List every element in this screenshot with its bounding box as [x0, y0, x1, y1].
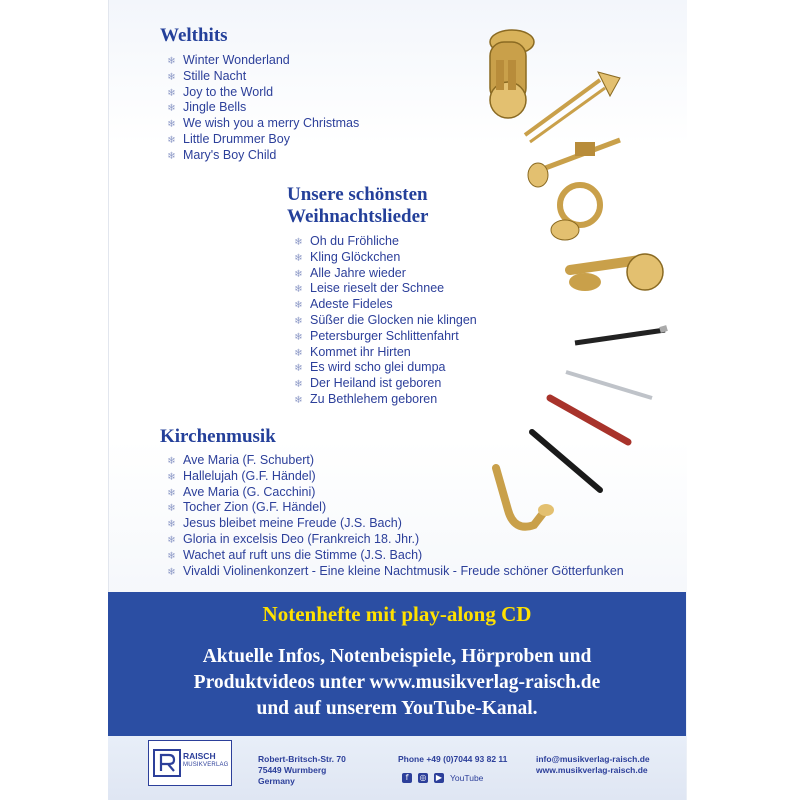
list-item-label: Zu Bethlehem geboren	[310, 391, 438, 406]
footer	[108, 736, 686, 800]
snowflake-icon: ❄	[294, 394, 303, 406]
recorder-icon	[550, 398, 628, 442]
list-item	[293, 281, 477, 297]
snowflake-icon: ❄	[167, 71, 176, 83]
logo-subtitle: MUSIKVERLAG	[183, 762, 229, 768]
snowflake-icon: ❄	[167, 503, 176, 515]
snowflake-icon: ❄	[294, 237, 303, 248]
website-link[interactable]: www.musikverlag-raisch.de	[536, 765, 648, 775]
publisher-logo	[148, 740, 232, 786]
list-item	[293, 345, 477, 361]
snowflake-icon: ❄	[294, 284, 303, 296]
list-item-label: Winter Wonderland	[183, 53, 290, 67]
list-item	[166, 116, 359, 132]
list-item-label: Es wird scho glei dumpa	[310, 360, 446, 375]
snowflake-icon: ❄	[167, 534, 176, 546]
list-item-label: We wish you a merry Christmas	[183, 116, 360, 131]
list-item	[293, 392, 477, 408]
list-item-label: Vivaldi Violinenkonzert - Eine kleine Nachtmusik - Freude schöner Götterfunken	[183, 563, 624, 578]
snowflake-icon: ❄	[167, 456, 176, 467]
snowflake-icon: ❄	[294, 300, 303, 312]
phone-number: Phone +49 (0)7044 93 82 11	[398, 754, 508, 764]
list-item-label: Adeste Fideles	[310, 297, 393, 312]
list-item	[166, 148, 359, 164]
list-item-label: Ave Maria (G. Cacchini)	[183, 484, 316, 499]
snowflake-icon: ❄	[167, 134, 176, 146]
list-item-label: Oh du Fröhliche	[310, 234, 399, 248]
list-item-label: Süßer die Glocken nie klingen	[310, 312, 477, 327]
info-band	[108, 592, 686, 736]
instruments-illustration	[470, 20, 680, 550]
list-item-label: Petersburger Schlittenfahrt	[310, 328, 459, 343]
saxophone-icon	[496, 468, 554, 527]
snowflake-icon: ❄	[167, 87, 176, 99]
list-item-label: Kling Glöckchen	[310, 249, 401, 264]
list-item-label: Stille Nacht	[183, 68, 247, 83]
band-line-2: Produktvideos unter www.musikverlag-raisch.de	[193, 672, 601, 693]
snowflake-icon: ❄	[294, 379, 303, 391]
welthits-list	[166, 53, 359, 164]
address-line-2: 75449 Wurmberg	[258, 765, 327, 775]
snowflake-icon: ❄	[294, 252, 303, 264]
list-item	[166, 100, 359, 116]
snowflake-icon: ❄	[167, 56, 176, 67]
snowflake-icon: ❄	[167, 103, 176, 115]
snowflake-icon: ❄	[294, 363, 303, 375]
address-line-1: Robert-Britsch-Str. 70	[258, 754, 346, 764]
weihnachtslieder-list	[293, 234, 477, 408]
clarinet-icon	[575, 328, 667, 343]
list-item-label: Mary's Boy Child	[183, 147, 277, 162]
snowflake-icon: ❄	[294, 268, 303, 280]
list-item	[293, 297, 477, 313]
list-item	[166, 132, 359, 148]
list-item	[293, 266, 477, 282]
list-item-label: Jingle Bells	[183, 100, 247, 115]
list-item	[293, 329, 477, 345]
list-item	[166, 69, 359, 85]
list-item	[293, 360, 477, 376]
list-item-label: Wachet auf ruft uns die Stimme (J.S. Bach)	[183, 547, 423, 562]
list-item-label: Der Heiland ist geboren	[310, 376, 442, 391]
list-item-label: Hallelujah (G.F. Händel)	[183, 468, 316, 483]
list-item	[293, 250, 477, 266]
euphonium-icon	[569, 254, 663, 291]
list-item	[293, 376, 477, 392]
list-item-label: Little Drummer Boy	[183, 131, 290, 146]
oboe-icon	[532, 432, 600, 490]
list-item-label: Kommet ihr Hirten	[310, 344, 411, 359]
list-item-label: Alle Jahre wieder	[310, 265, 406, 280]
list-item	[166, 548, 624, 564]
list-item-label: Gloria in excelsis Deo (Frankreich 18. Jhr.)	[183, 531, 420, 546]
list-item	[293, 234, 477, 250]
snowflake-icon: ❄	[167, 519, 176, 531]
snowflake-icon: ❄	[167, 150, 176, 162]
list-item-label: Ave Maria (F. Schubert)	[183, 453, 315, 467]
logo-name: RAISCH	[183, 751, 216, 761]
facebook-icon[interactable]: f	[402, 773, 412, 783]
social-links	[402, 772, 483, 784]
snowflake-icon: ❄	[167, 471, 176, 483]
snowflake-icon: ❄	[167, 550, 176, 562]
list-item	[166, 53, 359, 69]
snowflake-icon: ❄	[167, 119, 176, 131]
band-line-1: Aktuelle Infos, Notenbeispiele, Hörproben und	[202, 646, 592, 667]
address-line-3: Germany	[258, 776, 295, 786]
list-item-label: Leise rieselt der Schnee	[310, 281, 445, 296]
section-title-welthits: Welthits	[160, 25, 228, 46]
list-item-label: Jesus bleibet meine Freude (J.S. Bach)	[183, 516, 402, 531]
raisch-logo-icon	[153, 749, 181, 777]
band-title: Notenhefte mit play-along CD	[262, 602, 532, 626]
snowflake-icon: ❄	[167, 487, 176, 499]
snowflake-icon: ❄	[294, 347, 303, 359]
band-line-3: und auf unserem YouTube-Kanal.	[256, 698, 538, 719]
horn-icon	[551, 185, 600, 240]
email-link[interactable]: info@musikverlag-raisch.de	[536, 754, 650, 764]
snowflake-icon: ❄	[294, 331, 303, 343]
list-item	[293, 313, 477, 329]
youtube-icon[interactable]: ▶	[435, 773, 443, 782]
trumpet-icon	[528, 140, 620, 187]
list-item	[166, 564, 624, 580]
snowflake-icon: ❄	[294, 315, 303, 327]
section-title-weihnachtslieder-line1: Unsere schönsten	[287, 184, 428, 205]
section-title-weihnachtslieder-line2: Weihnachtslieder	[287, 206, 429, 227]
youtube-label[interactable]: YouTube	[450, 773, 484, 783]
list-item-label: Tocher Zion (G.F. Händel)	[183, 500, 327, 515]
trombone-icon	[525, 72, 620, 142]
section-title-kirchenmusik: Kirchenmusik	[160, 426, 276, 447]
list-item	[166, 85, 359, 101]
flute-icon	[566, 372, 652, 398]
snowflake-icon: ❄	[167, 566, 176, 578]
tuba-icon	[490, 30, 534, 118]
instagram-icon[interactable]: ◎	[419, 773, 427, 782]
list-item-label: Joy to the World	[183, 84, 274, 99]
